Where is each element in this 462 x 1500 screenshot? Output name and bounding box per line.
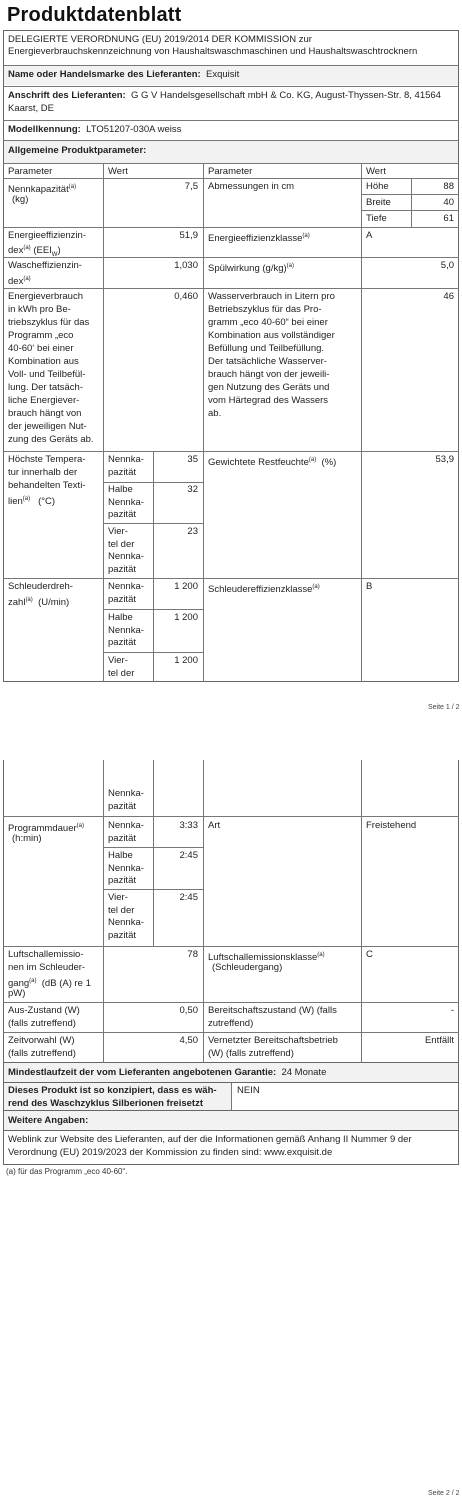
off-mode-label: Aus-Zustand (W) (falls zutreffend)	[8, 1005, 80, 1029]
spin-quarter-label-cont: Nennka- pazität	[108, 788, 144, 812]
col-header-param: Parameter	[8, 166, 53, 177]
moisture-label: Gewichtete Restfeuchte$^{(a)}$ (%)	[208, 457, 337, 469]
regulation-line-1: DELEGIERTE VERORDNUNG (EU) 2019/2014 DER KOMMISSION zur	[8, 34, 312, 45]
duration-quarter-label: Vier- tel der Nennka- pazität	[108, 892, 144, 941]
model-row: Modellkennung: LTO51207-030A weiss	[8, 124, 182, 135]
capacity-unit: (kg)	[12, 194, 29, 205]
delay-start-label: Zeitvorwahl (W) (falls zutreffend)	[8, 1035, 76, 1059]
duration-half-value: 2:45	[179, 850, 198, 861]
standby-label: Bereitschaftszustand (W) (falls zutreffend)	[208, 1005, 337, 1029]
width-value: 40	[443, 197, 454, 208]
capacity-label: Nennkapazität$^{(a)}$	[8, 184, 77, 196]
page-title: Produktdatenblatt	[7, 4, 182, 26]
water-value: 46	[443, 291, 454, 302]
page-1: Produktdatenblatt DELEGIERTE VERORDNUNG (EU) 2019/2014 DER KOMMISSION zur Energieverbrauchskennzeichnung von Haushaltswaschmaschinen und Haushaltswaschtrocknern Name oder Handelsmarke des Lieferanten: Exquisit Anschrift des Lieferanten: G G V Handelsgesellschaft mbH & Co. KG, August-Thyssen-Str. 8, 41564 Kaarst, DE Modellkennung: LTO51207-030A weiss Allgemeine Produktparameter: Parameter Wert Parameter Wert Nennkapazität$^{(a)}$ (kg) 7,5 Abmessungen in cm Höhe 88 Breite 40 Tiefe 61 Energieeffizienzin- dex$^{(a)}$ $(EEI_W)$ 51,9 Energieeffizienzklasse$^{(a)}$ A Wascheffizienzin- dex$^{(a)}$ 1,030 Spülwirkung $(g/kg)^{(a)}$ 5,0 Energieverbrauch in kWh pro Be- triebszyklus für das Programm „eco 40-60‘ bei einer Kombination aus Voll- und Teilbefül- lung. Der tatsäch- liche Energiever- brauch hängt von der jeweiligen Nut- zung des Geräts ab. 0,460 Wasserverbrauch in Litern pro Betriebszyklus für das Pro- gramm „eco 40-60“ bei einer Kombination aus vollständiger Befüllung und Teilbefüllung. Der tatsächliche Wasserver- brauch hängt von der jeweili- gen Nutzung des Geräts und vom Härtegrad des Wassers ab. 46 Höchste Tempera- tur innerhalb der behandelten Texti- lien$^{(a)}$ (°C) Nennka- pazität 35 Halbe Nennka- pazität 32 Vier- tel der Nennka- pazität 23 Gewichtete Restfeuchte$^{(a)}$ (%) 53,9 Schleuderdreh- zahl$^{(a)}$ (U/min) Nennka- pazität 1 200 Halbe Nennka- pazität 1 200 Vier- tel der 1 200 Schleudereffizienzklasse$^{(a)}$ B Seite 1 / 2	[0, 0, 462, 745]
weblink-text: Weblink zur Website des Lieferanten, auf der die Informationen gemäß Anhang II Nummer 9 der Verordnung (EU) 2019/2023 der Kommission zu finden sind: www.exquisit.de	[8, 1134, 412, 1158]
duration-full-value: 3:33	[179, 820, 198, 831]
spin-half-label: Halbe Nennka- pazität	[108, 612, 144, 648]
temp-half-label: Halbe Nennka- pazität	[108, 484, 144, 520]
moisture-value: 53,9	[435, 454, 454, 465]
eei-value: 51,9	[179, 230, 198, 241]
temp-half-value: 32	[187, 484, 198, 495]
height-value: 88	[443, 181, 454, 192]
type-value: Freistehend	[366, 820, 417, 831]
eei-label-line2: dex$^{(a)}$ $(EEI_W)$	[8, 245, 61, 259]
temp-quarter-label: Vier- tel der Nennka- pazität	[108, 526, 144, 575]
col-header-value-2: Wert	[366, 166, 386, 177]
footnote: (a) für das Programm „eco 40-60“.	[6, 1167, 128, 1176]
col-header-value: Wert	[108, 166, 128, 177]
eei-label: Energieeffizienzin-	[8, 230, 86, 241]
standby-value: -	[450, 1005, 454, 1016]
wash-value: 1,030	[174, 260, 198, 271]
rinse-value: 5,0	[440, 260, 454, 271]
spin-class-value: B	[366, 581, 373, 592]
page-number-2: Seite 2 / 2	[428, 1490, 460, 1497]
duration-half-label: Halbe Nennka- pazität	[108, 850, 144, 886]
delay-start-value: 4,50	[179, 1035, 198, 1046]
supplier-name-row: Name oder Handelsmarke des Lieferanten: Exquisit	[8, 69, 240, 80]
page-2: Nennka- pazität Programmdauer$^{(a)}$ (h:min) Nennka- pazität 3:33 Halbe Nennka- pazität 2:45 Vier- tel der Nennka- pazität 2:45 Art Freistehend Luftschallemissio- nen im Schleuder- gang$^{(a)}$ (dB (A) re 1 pW) 78 Luftschallemissionsklasse$^{(a)}$ (Schleudergang) C Aus-Zustand (W) (falls zutreffend) 0,50 Bereitschaftszustand (W) (falls zutreffend) - Zeitvorwahl (W) (falls zutreffend) 4,50 Vernetzter Bereitschaftsbetrieb (W) (falls zutreffend) Entfällt Mindestlaufzeit der vom Lieferanten angebotenen Garantie: 24 Monate Dieses Produkt ist so konzipiert, dass es wäh- rend des Waschzyklus Silberionen freisetzt NEIN Weitere Angaben: Weblink zur Website des Lieferanten, auf der die Informationen gemäß Anhang II Nummer 9 der Verordnung (EU) 2019/2023 der Kommission zu finden sind: www.exquisit.de (a) für das Programm „eco 40-60“. Seite 2 / 2	[0, 760, 462, 1500]
wash-label-line2: dex$^{(a)}$	[8, 276, 31, 288]
silver-ions-value: NEIN	[237, 1085, 260, 1096]
rinse-label: Spülwirkung $(g/kg)^{(a)}$	[208, 263, 295, 275]
regulation-line-2: Energieverbrauchskennzeichnung von Haushaltswaschmaschinen und Haushaltswaschtrocknern	[8, 46, 418, 57]
guarantee-text: Mindestlaufzeit der vom Lieferanten angebotenen Garantie: 24 Monate	[8, 1067, 327, 1078]
temp-full-value: 35	[187, 454, 198, 465]
page-number-1: Seite 1 / 2	[428, 704, 460, 711]
spin-half-value: 1 200	[174, 612, 198, 623]
energy-class-value: A	[366, 230, 373, 241]
type-label: Art	[208, 820, 221, 831]
networked-standby-value: Entfällt	[424, 1035, 454, 1046]
general-params-heading: Allgemeine Produktparameter:	[8, 145, 147, 156]
temp-quarter-value: 23	[187, 526, 198, 537]
spin-full-label: Nennka- pazität	[108, 581, 144, 605]
wash-label: Wascheffizienzin-	[8, 260, 82, 271]
temp-full-label: Nennka- pazität	[108, 454, 144, 478]
supplier-address-line2: Kaarst, DE	[8, 103, 54, 114]
off-mode-value: 0,50	[179, 1005, 198, 1016]
height-label: Höhe	[366, 181, 389, 192]
energy-value: 0,460	[174, 291, 198, 302]
duration-quarter-value: 2:45	[179, 892, 198, 903]
col-header-param-2: Parameter	[208, 166, 253, 177]
spin-quarter-value: 1 200	[174, 655, 198, 666]
spin-full-value: 1 200	[174, 581, 198, 592]
duration-full-label: Nennka- pazität	[108, 820, 144, 844]
networked-standby-label: Vernetzter Bereitschaftsbetrieb (W) (falls zutreffend)	[208, 1035, 338, 1059]
silver-ions-label: Dieses Produkt ist so konzipiert, dass es wäh- rend des Waschzyklus Silberionen freisetzt	[8, 1085, 217, 1109]
depth-value: 61	[443, 213, 454, 224]
noise-class-label: Luftschallemissionsklasse$^{(a)}$	[208, 952, 325, 964]
depth-label: Tiefe	[366, 213, 387, 224]
further-info-label: Weitere Angaben:	[8, 1115, 89, 1126]
spin-quarter-label: Vier- tel der	[108, 655, 135, 679]
supplier-address-row: Anschrift des Lieferanten: G G V Handelsgesellschaft mbH & Co. KG, August-Thyssen-Str. 8, 41564	[8, 90, 441, 101]
spin-class-label: Schleudereffizienzklasse$^{(a)}$	[208, 584, 320, 596]
width-label: Breite	[366, 197, 391, 208]
noise-class-label-2: (Schleudergang)	[212, 962, 283, 973]
noise-value: 78	[187, 949, 198, 960]
noise-class-value: C	[366, 949, 373, 960]
capacity-value: 7,5	[184, 181, 198, 192]
energy-class-label: Energieeffizienzklasse$^{(a)}$	[208, 233, 310, 245]
dimensions-label: Abmessungen in cm	[208, 181, 295, 192]
